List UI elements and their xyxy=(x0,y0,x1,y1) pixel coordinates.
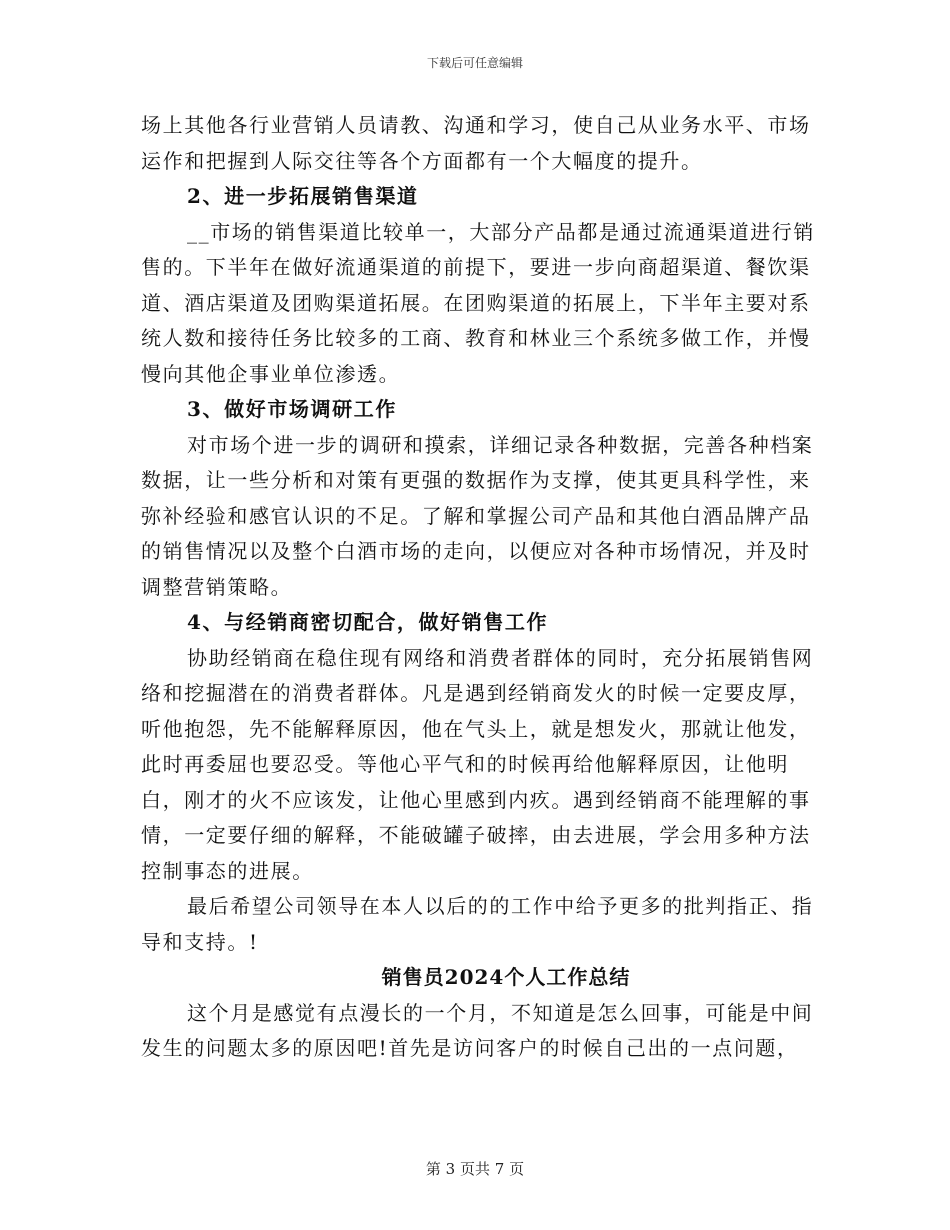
paragraph-distributor-cooperation: 协助经销商在稳住现有网络和消费者群体的同时，充分拓展销售网络和挖掘潜在的消费者群体。凡是遇到经销商发火的时候一定要皮厚，听他抱怨，先不能解释原因，他在气头上，就是想发火，那就让他发，此时再委屈也要忍受。等他心平气和的时候再给他解释原因，让他明白，刚才的火不应该发，让他心里感到内疚。遇到经销商不能理解的事情，一定要仔细的解释，不能破罐子破摔，由去进展，学会用多种方法控制事态的进展。 xyxy=(141,645,814,883)
paragraph-continuation: 场上其他各行业营销人员请教、沟通和学习，使自己从业务水平、市场运作和把握到人际交往等各个方面都有一个大幅度的提升。 xyxy=(141,113,811,173)
paragraph-market-research: 对市场个进一步的调研和摸索，详细记录各种数据，完善各种档案数据，让一些分析和对策有更强的数据作为支撑，使其更具科学性，来弥补经验和感官认识的不足。了解和掌握公司产品和其他白酒品牌产品的销售情况以及整个白酒市场的走向，以便应对各种市场情况，并及时调整营销策略。 xyxy=(141,432,814,599)
paragraph-closing: 最后希望公司领导在本人以后的的工作中给予更多的批判指正、指导和支持。! xyxy=(141,894,814,954)
document-body xyxy=(141,108,831,1067)
page-footer: 第 3 页共 7 页 xyxy=(425,1160,525,1178)
paragraph-sales-channels: __市场的销售渠道比较单一，大部分产品都是通过流通渠道进行销售的。下半年在做好流通渠道的前提下，要进一步向商超渠道、餐饮渠道、酒店渠道及团购渠道拓展。在团购渠道的拓展上，下半年主要对系统人数和接待任务比较多的工商、教育和林业三个系统多做工作，并慢慢向其他企事业单位渗透。 xyxy=(141,219,815,386)
section-heading-2: 2、进一步拓展销售渠道 xyxy=(187,184,419,208)
paragraph-monthly-summary: 这个月是感觉有点漫长的一个月，不知道是怎么回事，可能是中间发生的问题太多的原因吧!首先是访问客户的时候自己出的一点问题， xyxy=(141,1000,814,1060)
document-title: 销售员2024个人工作总结 xyxy=(381,965,631,989)
section-heading-3: 3、做好市场调研工作 xyxy=(187,397,397,421)
page-header: 下载后可任意编辑 xyxy=(426,56,523,70)
section-heading-4: 4、与经销商密切配合，做好销售工作 xyxy=(187,610,549,634)
